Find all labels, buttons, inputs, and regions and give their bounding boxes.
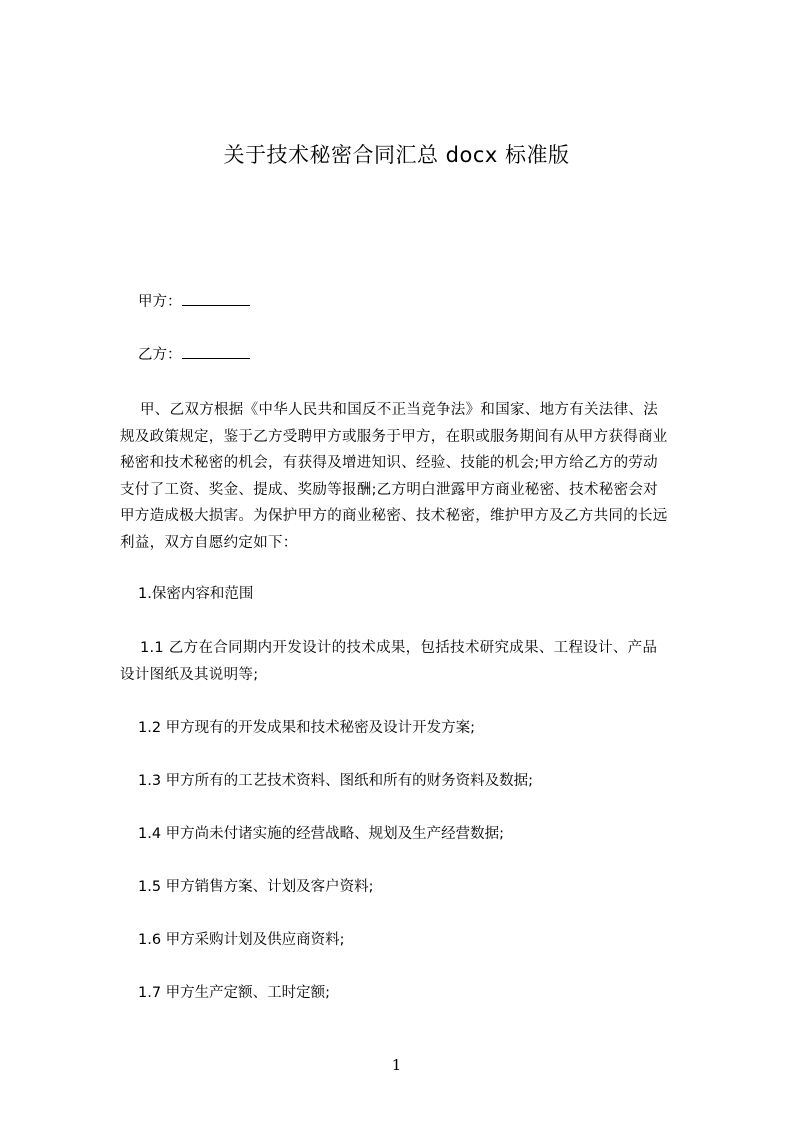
item-1-7: 1.7 甲方生产定额、工时定额;: [138, 985, 331, 1001]
item-1-1-line: 1.1 乙方在合同期内开发设计的技术成果，包括技术研究成果、工程设计、产品: [140, 640, 658, 656]
party-b-label: 乙方：: [138, 347, 182, 363]
intro-line: 支付了工资、奖金、提成、奖励等报酬;乙方明白泄露甲方商业秘密、技术秘密会对: [120, 481, 658, 498]
item-1-1-line: 设计图纸及其说明等;: [120, 666, 259, 683]
intro-paragraph: [120, 397, 705, 556]
item-1-5: 1.5 甲方销售方案、计划及客户资料;: [138, 879, 374, 895]
item-1-1: [120, 635, 705, 688]
party-a-line: [138, 291, 250, 312]
party-b-line: [138, 344, 250, 365]
section-1-heading: 1.保密内容和范围: [138, 586, 254, 602]
page-number: 1: [391, 1056, 402, 1074]
intro-line: 甲、乙双方根据《中华人民共和国反不正当竞争法》和国家、地方有关法律、法: [140, 402, 658, 418]
intro-line: 秘密和技术秘密的机会，有获得及增进知识、经验、技能的机会;甲方给乙方的劳动: [120, 455, 658, 471]
item-1-2: 1.2 甲方现有的开发成果和技术秘密及设计开发方案;: [138, 720, 476, 736]
party-a-blank: [182, 291, 250, 306]
item-1-4: 1.4 甲方尚未付诸实施的经营战略、规划及生产经营数据;: [138, 826, 505, 842]
document-title: 关于技术秘密合同汇总 docx 标准版: [223, 143, 570, 167]
party-a-label: 甲方：: [138, 294, 182, 310]
intro-line: 规及政策规定，鉴于乙方受聘甲方或服务于甲方，在职或服务期间有从甲方获得商业: [120, 428, 668, 445]
party-b-blank: [182, 344, 250, 359]
intro-line: 甲方造成极大损害。为保护甲方的商业秘密、技术秘密，维护甲方及乙方共同的长远: [120, 508, 668, 524]
item-1-3: 1.3 甲方所有的工艺技术资料、图纸和所有的财务资料及数据;: [138, 773, 534, 789]
item-1-6: 1.6 甲方采购计划及供应商资料;: [138, 932, 345, 948]
intro-line: 利益，双方自愿约定如下：: [120, 534, 298, 551]
